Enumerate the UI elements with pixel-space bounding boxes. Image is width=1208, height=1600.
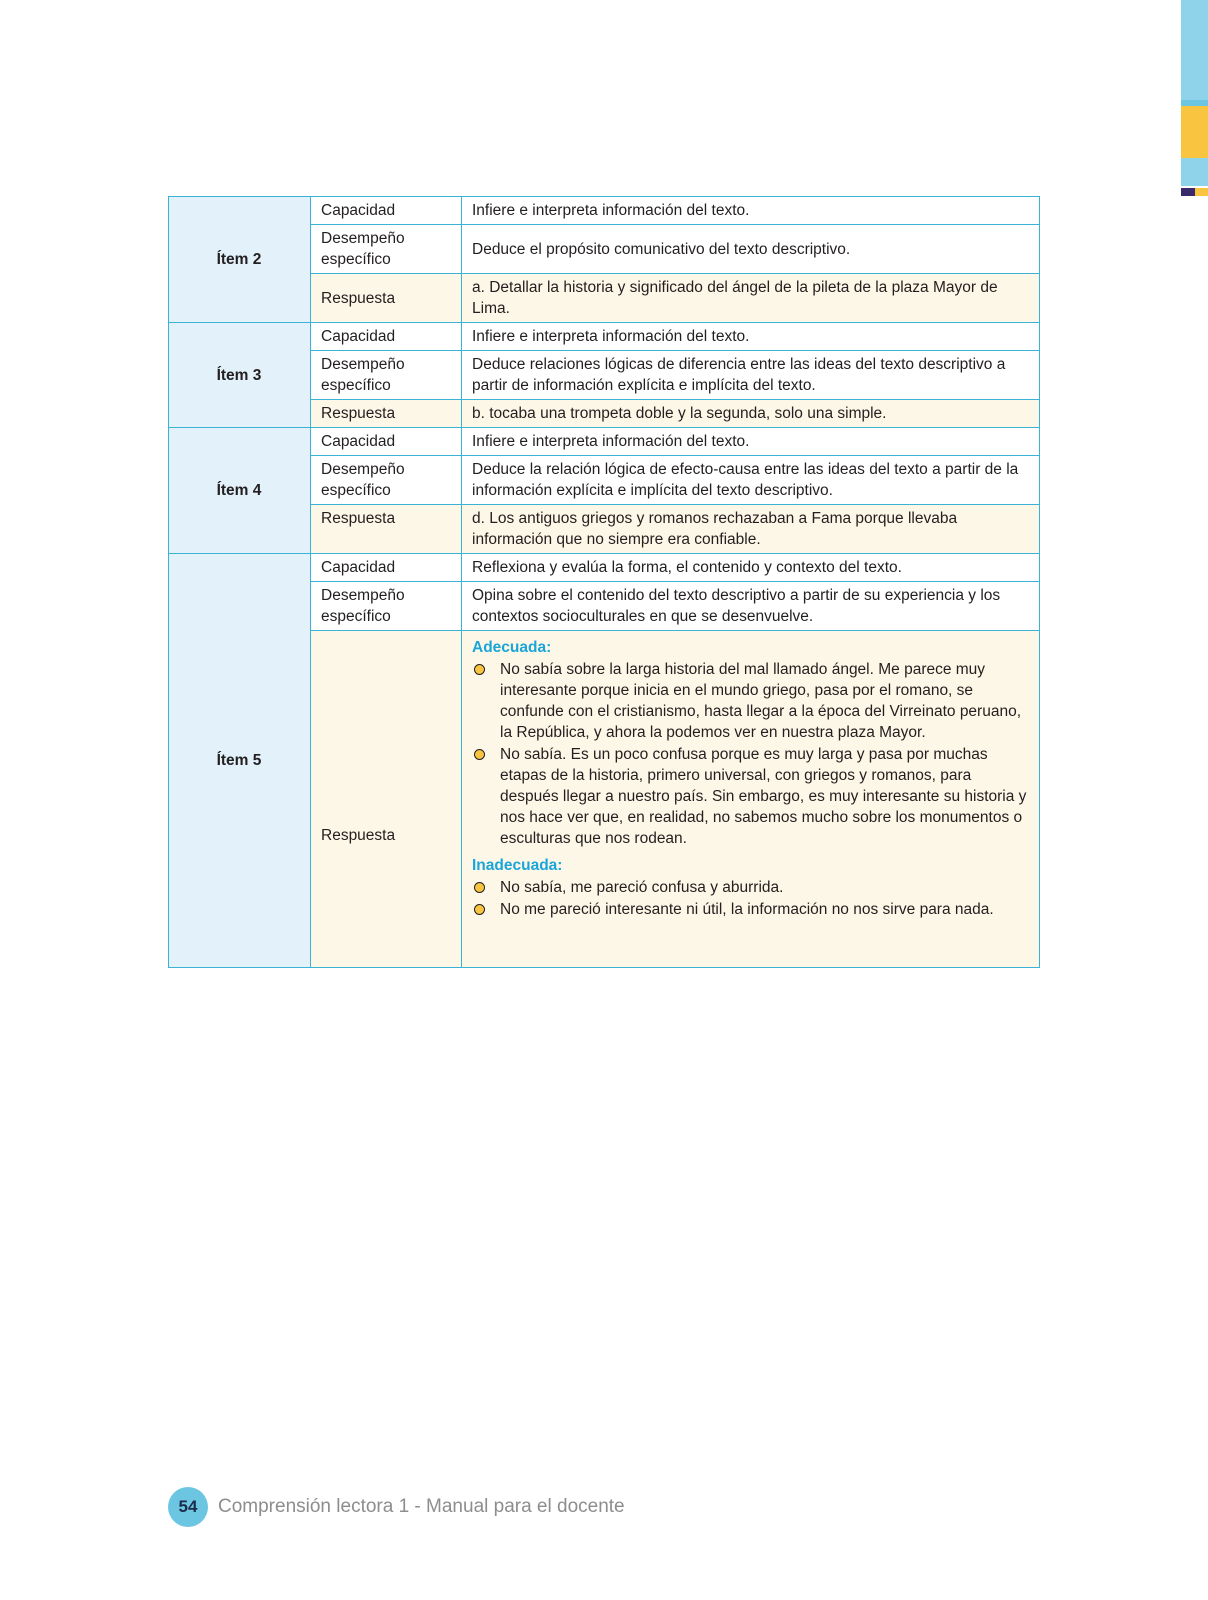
list-item — [472, 744, 1029, 849]
edge-tab-purple — [1181, 188, 1195, 196]
respuesta-label: Respuesta — [311, 505, 462, 554]
edge-tab-blue-lower — [1181, 158, 1208, 186]
respuesta-text: d. Los antiguos griegos y romanos rechazaban a Fama porque llevaba información que no siempre era confiable. — [462, 505, 1040, 554]
table-row — [169, 428, 1040, 456]
capacidad-text: Reflexiona y evalúa la forma, el contenido y contexto del texto. — [462, 554, 1040, 582]
page-number: 54 — [168, 1487, 208, 1527]
desempeno-label: Desempeño específico — [311, 351, 462, 400]
list-item — [472, 899, 1029, 920]
adecuada-heading: Adecuada: — [472, 639, 552, 656]
capacidad-text: Infiere e interpreta información del texto. — [462, 323, 1040, 351]
list-item — [472, 659, 1029, 743]
bullet-icon — [474, 664, 485, 675]
item-name: Ítem 2 — [169, 197, 311, 323]
rubric-table — [168, 196, 1040, 968]
inadecuada-heading: Inadecuada: — [472, 857, 563, 874]
edge-tab-yellow — [1181, 106, 1208, 158]
capacidad-text: Infiere e interpreta información del texto. — [462, 428, 1040, 456]
item-name: Ítem 3 — [169, 323, 311, 428]
respuesta-text: b. tocaba una trompeta doble y la segunda, solo una simple. — [462, 400, 1040, 428]
desempeno-text: Deduce el propósito comunicativo del texto descriptivo. — [462, 225, 1040, 274]
page-footer — [168, 1487, 625, 1527]
desempeno-label: Desempeño específico — [311, 582, 462, 631]
bullet-icon — [474, 882, 485, 893]
answer-text: No sabía, me pareció confusa y aburrida. — [500, 879, 784, 896]
answer-text: No sabía sobre la larga historia del mal llamado ángel. Me parece muy interesante porque inicia en el mundo griego, pasa por el romano, se confunde con el cristianismo, hasta llegar a la época del Virreinato peruano, la República, y ahora la podemos ver en nuestra plaza Mayor. — [500, 661, 1022, 741]
desempeno-label: Desempeño específico — [311, 225, 462, 274]
respuesta-label: Respuesta — [311, 400, 462, 428]
answer-text: No sabía. Es un poco confusa porque es muy larga y pasa por muchas etapas de la historia, primero universal, con griegos y romanos, para después llegar a nuestro país. Sin embargo, es muy interesante su historia y nos hace ver que, en realidad, no sabemos mucho sobre los monumentos o esculturas que nos rodean. — [500, 746, 1027, 847]
capacidad-text: Infiere e interpreta información del texto. — [462, 197, 1040, 225]
item-name: Ítem 4 — [169, 428, 311, 554]
bullet-icon — [474, 749, 485, 760]
item-name: Ítem 5 — [169, 554, 311, 968]
respuesta-label: Respuesta — [311, 274, 462, 323]
desempeno-label: Desempeño específico — [311, 456, 462, 505]
footer-title: Comprensión lectora 1 - Manual para el docente — [218, 1496, 625, 1517]
inadecuada-list — [472, 877, 1029, 920]
table-row — [169, 323, 1040, 351]
bullet-icon — [474, 904, 485, 915]
answer-text: No me pareció interesante ni útil, la información no nos sirve para nada. — [500, 901, 994, 918]
capacidad-label: Capacidad — [311, 197, 462, 225]
capacidad-label: Capacidad — [311, 428, 462, 456]
respuesta-label: Respuesta — [311, 631, 462, 968]
table-row — [169, 554, 1040, 582]
list-item — [472, 877, 1029, 898]
capacidad-label: Capacidad — [311, 323, 462, 351]
desempeno-text: Deduce la relación lógica de efecto-causa entre las ideas del texto a partir de la información explícita e implícita del texto descriptivo. — [462, 456, 1040, 505]
respuesta-content — [462, 631, 1040, 968]
table-row — [169, 197, 1040, 225]
capacidad-label: Capacidad — [311, 554, 462, 582]
desempeno-text: Deduce relaciones lógicas de diferencia entre las ideas del texto descriptivo a partir de información explícita e implícita del texto. — [462, 351, 1040, 400]
edge-tab-blue — [1181, 0, 1208, 100]
desempeno-text: Opina sobre el contenido del texto descriptivo a partir de su experiencia y los contextos socioculturales en que se desenvuelve. — [462, 582, 1040, 631]
respuesta-text: a. Detallar la historia y significado del ángel de la pileta de la plaza Mayor de Lima. — [462, 274, 1040, 323]
edge-tab-yellow-small — [1195, 188, 1208, 196]
adecuada-list — [472, 659, 1029, 849]
